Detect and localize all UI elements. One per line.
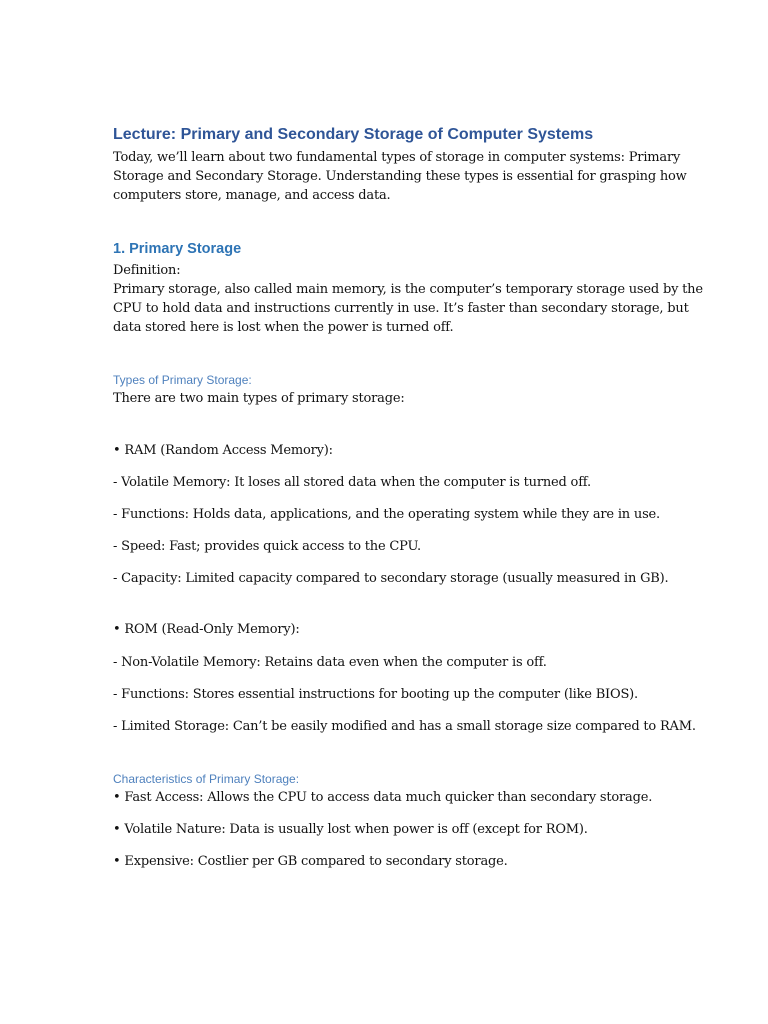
intro-line-2: Storage and Secondary Storage. Understanding these types is essential for grasping how bbox=[113, 169, 687, 184]
definition-line-2: CPU to hold data and instructions currently in use. It’s faster than secondary storage, but bbox=[113, 301, 689, 316]
characteristic-item: • Fast Access: Allows the CPU to access data much quicker than secondary storage. bbox=[113, 790, 653, 805]
ram-heading: • RAM (Random Access Memory): bbox=[113, 443, 333, 458]
intro-line-1: Today, we’ll learn about two fundamental types of storage in computer systems: Primary bbox=[113, 150, 681, 165]
definition-line-3: data stored here is lost when the power is turned off. bbox=[113, 320, 454, 335]
characteristics-heading: Characteristics of Primary Storage: bbox=[113, 772, 300, 786]
types-intro: There are two main types of primary storage: bbox=[113, 391, 405, 406]
rom-heading: • ROM (Read-Only Memory): bbox=[113, 622, 300, 637]
ram-item: - Volatile Memory: It loses all stored data when the computer is turned off. bbox=[113, 475, 591, 490]
characteristic-item: • Expensive: Costlier per GB compared to secondary storage. bbox=[113, 854, 508, 869]
ram-item: - Capacity: Limited capacity compared to secondary storage (usually measured in GB). bbox=[113, 571, 669, 586]
ram-item: - Speed: Fast; provides quick access to the CPU. bbox=[113, 539, 421, 554]
section-heading-primary-storage: 1. Primary Storage bbox=[113, 241, 242, 257]
rom-item: - Functions: Stores essential instructions for booting up the computer (like BIOS). bbox=[113, 687, 638, 702]
intro-line-3: computers store, manage, and access data. bbox=[113, 188, 391, 203]
ram-item: - Functions: Holds data, applications, and the operating system while they are in use. bbox=[113, 507, 660, 522]
definition-label: Definition: bbox=[113, 263, 181, 278]
characteristic-item: • Volatile Nature: Data is usually lost when power is off (except for ROM). bbox=[113, 822, 588, 837]
types-heading: Types of Primary Storage: bbox=[113, 373, 252, 387]
rom-item: - Non-Volatile Memory: Retains data even when the computer is off. bbox=[113, 655, 547, 670]
definition-line-1: Primary storage, also called main memory, is the computer’s temporary storage used by the bbox=[113, 282, 703, 297]
document-title: Lecture: Primary and Secondary Storage of Computer Systems bbox=[113, 126, 594, 143]
rom-item: - Limited Storage: Can’t be easily modified and has a small storage size compared to RAM. bbox=[113, 719, 696, 734]
